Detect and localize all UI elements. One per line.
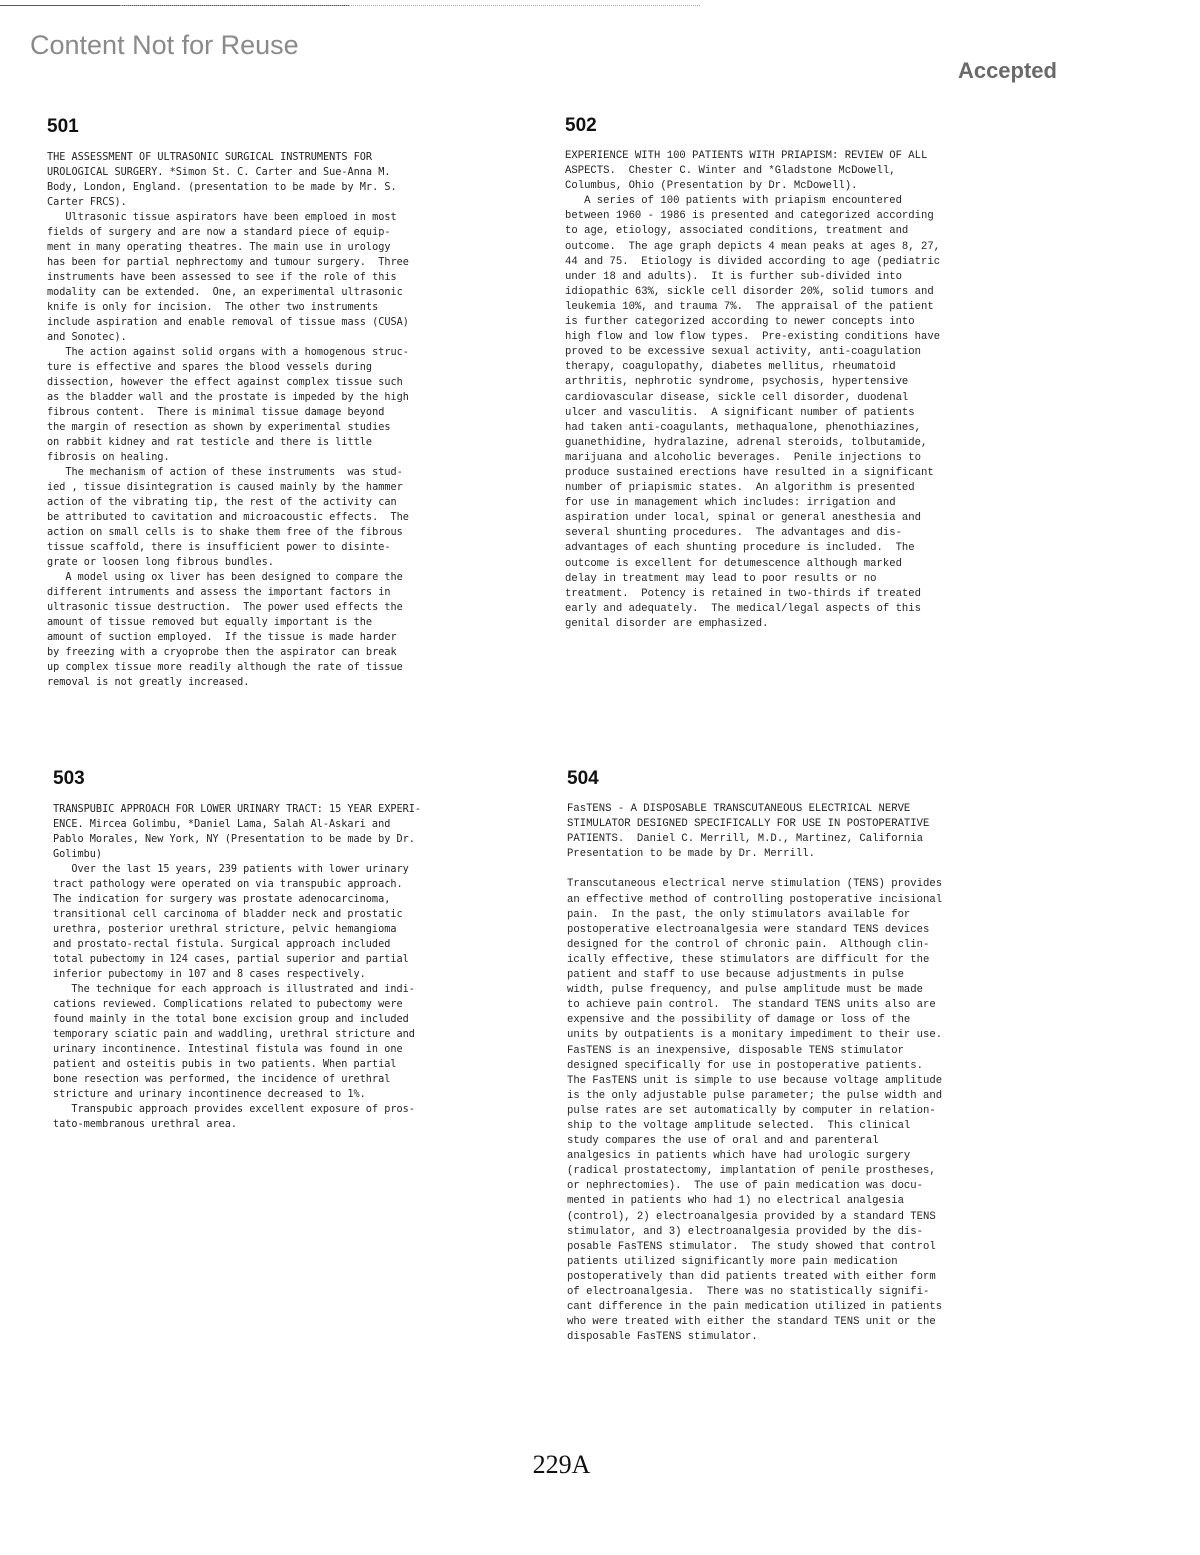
abstract-501	[47, 116, 502, 690]
abstract-title: EXPERIENCE WITH 100 PATIENTS WITH PRIAPISM: REVIEW OF ALL ASPECTS. Chester C. Winter and *Gladstone McDowell, Columbus, Ohio (Presentation by Dr. McDowell).	[565, 150, 928, 193]
abstract-title: FasTENS - A DISPOSABLE TRANSCUTANEOUS ELECTRICAL NERVE STIMULATOR DESIGNED SPECIFICALLY FOR USE IN POSTOPERATIVE PATIENTS. Daniel C. Merrill, M.D., Martinez, California Presentation to be made by Dr. Merrill.	[567, 803, 930, 861]
abstract-number: 504	[567, 768, 599, 789]
abstract-title: TRANSPUBIC APPROACH FOR LOWER URINARY TRACT: 15 YEAR EXPERI- ENCE. Mircea Golimbu, *Daniel Lama, Salah Al-Askari and Pablo Morales, New York, NY (Presentation to be made by Dr. Golimbu)	[53, 804, 422, 860]
abstract-body: A series of 100 patients with priapism encountered between 1960 - 1986 is presented and categorized according to age, etiology, associated conditions, treatment and outcome. The age graph depicts 4 mean peaks at ages 8, 27, 44 and 75. Etiology is divided according to age (pediatric under 18 and adults). It is further sub-divided into idiopathic 63%, sickle cell disorder 20%, solid tumors and leukemia 10%, and trauma 7%. The appraisal of the patient is further categorized according to newer concepts into high flow and low flow types. Pre-existing conditions have proved to be excessive sexual activity, anti-coagulation therapy, coagulopathy, diabetes mellitus, rheumatoid arthritis, nephrotic syndrome, psychosis, hypertensive cardiovascular disease, sickle cell disorder, duodenal ulcer and vasculitis. A significant number of patients had taken anti-coagulants, methaqualone, phenothiazines, guanethidine, hydralazine, adrenal steroids, tolbutamide, marijuana and alcoholic beverages. Penile injections to produce sustained erections have resulted in a significant number of priapismic states. An algorithm is presented for use in management which includes: irrigation and aspiration under local, spinal or general anesthesia and several shunting procedures. The advantages and dis- advantages of each shunting procedure is included. The outcome is excellent for detumescence although marked delay in treatment may lead to poor results or no treatment. Potency is retained in two-thirds if treated early and adequately. The medical/legal aspects of this genital disorder are emphasized.	[565, 195, 941, 630]
page-number: 229A	[532, 1450, 591, 1479]
abstract-body: Ultrasonic tissue aspirators have been emploed in most fields of surgery and are now a standard piece of equip- ment in many operating theatres. The main use in urology has been for partial nephrectomy and tumour surgery. Three instruments have been assessed to see if the role of this modality can be extended. One, an experimental ultrasonic knife is only for incision. The other two instruments include aspiration and enable removal of tissue mass (CUSA) and Sonotec). The action against solid organs with a homogenous struc- ture is effective and spares the blood vessels during dissection, however the effect against complex tissue such as the bladder wall and the prostate is impeded by the high fibrous content. There is minimal tissue damage beyond the margin of resection as shown by experimental studies on rabbit kidney and rat testicle and there is little fibrosis on healing. The mechanism of action of these instruments was stud- ied , tissue disintegration is caused mainly by the hammer action of the vibrating tip, the rest of the activity can be attributed to cavitation and microacoustic effects. The action on small cells is to shake them free of the fibrous tissue scaffold, there is insufficient power to disinte- grate or loosen long fibrous bundles. A model using ox liver has been designed to compare the different intruments and assess the important factors in ultrasonic tissue destruction. The power used effects the amount of tissue removed but equally important is the amount of suction employed. If the tissue is made harder by freezing with a cryoprobe then the aspirator can break up complex tissue more readily although the rate of tissue removal is not greatly increased.	[47, 212, 409, 688]
watermark-text: Content Not for Reuse	[30, 30, 299, 60]
abstract-502	[565, 115, 1020, 632]
accepted-stamp: Accepted	[957, 58, 1057, 83]
abstract-number: 503	[53, 768, 85, 789]
abstract-503	[53, 768, 508, 1132]
abstract-504	[567, 768, 1022, 1345]
abstract-number: 501	[47, 116, 79, 137]
abstract-body: Transcutaneous electrical nerve stimulation (TENS) provides an effective method of controlling postoperative incisional pain. In the past, the only stimulators available for postoperative electroanalgesia were standard TENS devices designed for the control of chronic pain. Although clin- ically effective, these stimulators are difficult for the patient and staff to use because adjustments in pulse width, pulse frequency, and pulse amplitude must be made to achieve pain control. The standard TENS units also are expensive and the possibility of damage or loss of the units by outpatients is a monitary impediment to their use. FasTENS is an inexpensive, disposable TENS stimulator designed specifically for use in postoperative patients. The FasTENS unit is simple to use because voltage amplitude is the only adjustable pulse parameter; the pulse width and pulse rates are set automatically by computer in relation- ship to the voltage amplitude selected. This clinical study compares the use of oral and and parenteral analgesics in patients which have had urologic surgery (radical prostatectomy, implantation of penile prostheses, or nephrectomies). The use of pain medication was docu- mented in patients who had 1) no electrical analgesia (control), 2) electroanalgesia provided by a standard TENS stimulator, and 3) electroanalgesia provided by the dis- posable FasTENS stimulator. The study showed that control patients utilized significantly more pain medication postoperatively than did patients treated with either form of electroanalgesia. There was no statistically signifi- cant difference in the pain medication utilized in patients who were treated with either the standard TENS unit or the disposable FasTENS stimulator.	[567, 878, 943, 1344]
abstract-title: THE ASSESSMENT OF ULTRASONIC SURGICAL INSTRUMENTS FOR UROLOGICAL SURGERY. *Simon St. C. Carter and Sue-Anna M. Body, London, England. (presentation to be made by Mr. S. Carter FRCS).	[47, 152, 397, 208]
scan-top-dotted-rule	[120, 5, 700, 6]
abstract-body: Over the last 15 years, 239 patients with lower urinary tract pathology were operated on via transpubic approach. The indication for surgery was prostate adenocarcinoma, transitional cell carcinoma of bladder neck and prostatic urethra, posterior urethral stricture, pelvic hemangioma and prostato-rectal fistula. Surgical approach included total pubectomy in 124 cases, partial superior and partial inferior pubectomy in 107 and 8 cases respectively. The technique for each approach is illustrated and indi- cations reviewed. Complications related to pubectomy were found mainly in the total bone excision group and included temporary sciatic pain and waddling, urethral stricture and urinary incontinence. Intestinal fistula was found in one patient and osteitis pubis in two patients. When partial bone resection was performed, the incidence of urethral stricture and urinary incontinence decreased to 1%. Transpubic approach provides excellent exposure of pros- tato-membranous urethral area.	[53, 864, 415, 1130]
abstract-number: 502	[565, 115, 597, 136]
